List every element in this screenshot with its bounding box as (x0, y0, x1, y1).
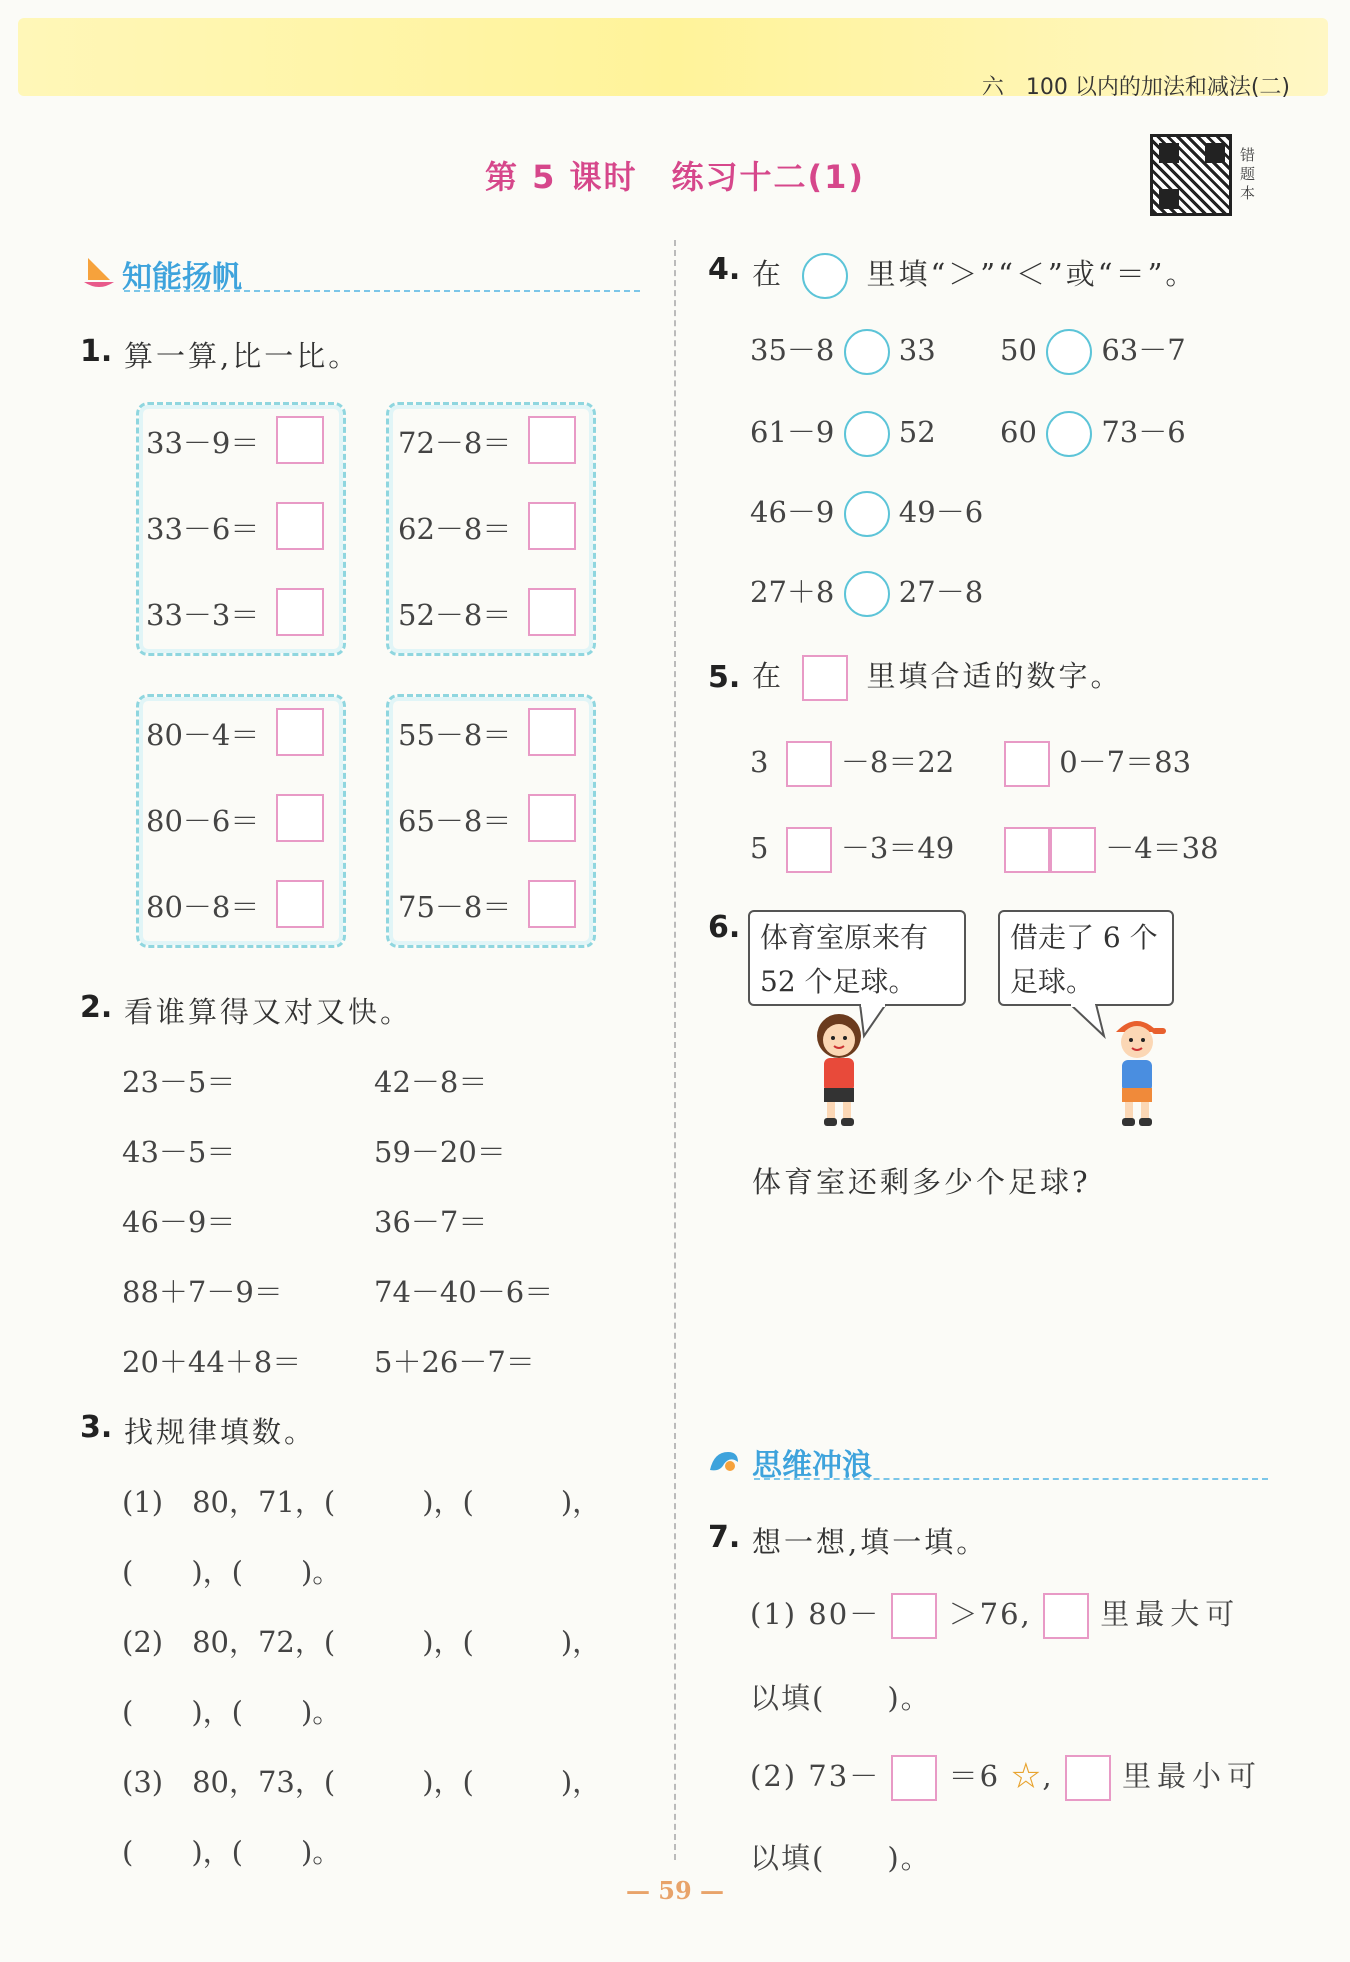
answer-box[interactable] (891, 1593, 937, 1639)
bubble-line: 足球。 (1010, 965, 1095, 998)
q7-number: 7. (708, 1520, 741, 1555)
speech-bubble-2 (998, 910, 1174, 1006)
q7-comma: , (1042, 1759, 1054, 1793)
q2-expr: 20＋44＋8＝ (122, 1345, 302, 1379)
answer-box[interactable] (528, 880, 576, 928)
digit-box[interactable] (1004, 827, 1050, 873)
q4-left: 61－9 (750, 415, 835, 449)
q3-line: (1) 80，71，( )，( )， (122, 1485, 602, 1519)
q4-right: 63－7 (1101, 333, 1186, 367)
q4-text (752, 252, 1197, 299)
q4-left: 46－9 (750, 495, 835, 529)
digit-box[interactable] (1050, 827, 1096, 873)
q7-expr: (2) 73－ (750, 1759, 881, 1793)
qr-code-icon[interactable] (1150, 134, 1232, 216)
q1-expr: 52－8＝ (398, 598, 512, 632)
q1-expr: 62－8＝ (398, 512, 512, 546)
q4-number: 4. (708, 252, 741, 287)
circle-icon (802, 253, 848, 299)
square-icon (1065, 1755, 1111, 1801)
girl-figure-icon (804, 1008, 874, 1130)
answer-box[interactable] (276, 708, 324, 756)
q4-right: 73－6 (1101, 415, 1186, 449)
q3-line: ( )，( )。 (122, 1695, 342, 1729)
q1-expr: 65－8＝ (398, 804, 512, 838)
q4-right: 33 (898, 333, 936, 367)
q4-item (1000, 328, 1186, 375)
q1-expr: 33－6＝ (146, 512, 260, 546)
q7-part1 (750, 1592, 1240, 1639)
q4-pre: 在 (752, 257, 785, 291)
answer-box[interactable] (276, 880, 324, 928)
column-divider (674, 240, 676, 1860)
bubble-line: 52 个足球。 (760, 965, 917, 998)
q4-left: 50 (1000, 333, 1037, 367)
q5-number: 5. (708, 660, 741, 695)
q5-digit: 3 (750, 745, 769, 779)
q4-item (750, 490, 983, 537)
q2-text: 看谁算得又对又快。 (124, 995, 413, 1029)
digit-box[interactable] (786, 827, 832, 873)
q4-item (1000, 410, 1186, 457)
q1-expr: 33－3＝ (146, 598, 260, 632)
star-icon: ☆ (1011, 1759, 1043, 1793)
q2-expr: 43－5＝ (122, 1135, 236, 1169)
q4-right: 49－6 (898, 495, 984, 529)
q1-expr: 80－8＝ (146, 890, 260, 924)
q5-rest: 0－7＝83 (1059, 745, 1192, 779)
section-title-zhineng: 知能扬帆 (122, 260, 242, 295)
q3-line: (3) 80，73，( )，( )， (122, 1765, 602, 1799)
q4-right: 27－8 (898, 575, 984, 609)
q2-expr: 74－40－6＝ (374, 1275, 554, 1309)
q1-expr: 75－8＝ (398, 890, 512, 924)
q7-text-part: 里最小可 (1121, 1759, 1262, 1793)
q2-expr: 23－5＝ (122, 1065, 236, 1099)
bubble-line: 借走了 6 个 (1010, 921, 1158, 954)
q4-item (750, 570, 983, 617)
compare-circle[interactable] (1046, 411, 1092, 457)
q1-expr: 55－8＝ (398, 718, 512, 752)
q1-expr: 33－9＝ (146, 426, 260, 460)
q7-expr: (1) 80－ (750, 1597, 881, 1631)
chapter-title: 六 100 以内的加法和减法(二) (981, 75, 1290, 100)
answer-box[interactable] (528, 416, 576, 464)
q2-expr: 59－20＝ (374, 1135, 506, 1169)
q4-left: 60 (1000, 415, 1037, 449)
q2-expr: 88＋7－9＝ (122, 1275, 283, 1309)
q7-part2-line2: 以填( )。 (750, 1841, 932, 1875)
q7-expr: ＝6 (948, 1759, 1001, 1793)
q3-text: 找规律填数。 (124, 1415, 317, 1449)
q2-number: 2. (80, 990, 113, 1025)
q5-item-c (750, 826, 954, 873)
answer-box[interactable] (276, 502, 324, 550)
section-title-siwei: 思维冲浪 (752, 1448, 872, 1483)
page-number: — 59 — (625, 1876, 725, 1905)
q1-number: 1. (80, 334, 113, 369)
answer-box[interactable] (528, 708, 576, 756)
q4-left: 35－8 (750, 333, 835, 367)
q2-expr: 36－7＝ (374, 1205, 488, 1239)
q1-expr: 80－6＝ (146, 804, 260, 838)
q5-rest: －3＝49 (840, 831, 955, 865)
compare-circle[interactable] (844, 329, 890, 375)
q5-rest: －8＝22 (840, 745, 955, 779)
answer-box[interactable] (528, 794, 576, 842)
speech-bubble-1 (748, 910, 966, 1006)
q3-line: ( )，( )。 (122, 1835, 342, 1869)
q2-expr: 42－8＝ (374, 1065, 488, 1099)
compare-circle[interactable] (844, 411, 890, 457)
q4-item (750, 328, 936, 375)
q7-part2 (750, 1754, 1262, 1801)
q3-line: (2) 80，72，( )，( )， (122, 1625, 602, 1659)
q6-question: 体育室还剩多少个足球? (752, 1165, 1091, 1199)
q5-item-d (1004, 826, 1219, 873)
answer-box[interactable] (891, 1755, 937, 1801)
q5-text (752, 654, 1122, 701)
q5-pre: 在 (752, 659, 785, 693)
compare-circle[interactable] (844, 491, 890, 537)
q7-text: 想一想,填一填。 (752, 1525, 989, 1559)
q4-item (750, 410, 936, 457)
q7-part1-line2: 以填( )。 (750, 1681, 932, 1715)
answer-box[interactable] (276, 588, 324, 636)
q6-number: 6. (708, 910, 741, 945)
q2-expr: 5＋26－7＝ (374, 1345, 535, 1379)
boy-figure-icon (1102, 1008, 1172, 1130)
lesson-title: 第 5 课时 练习十二(1) (484, 158, 866, 196)
q5-digit: 5 (750, 831, 769, 865)
answer-box[interactable] (528, 502, 576, 550)
q4-post: 里填“＞”“＜”或“＝”。 (866, 257, 1198, 291)
digit-box[interactable] (786, 741, 832, 787)
q4-left: 27＋8 (750, 575, 835, 609)
sailboat-icon (82, 254, 116, 290)
q5-item-b (1004, 740, 1191, 787)
q3-line: ( )，( )。 (122, 1555, 342, 1589)
digit-box[interactable] (1004, 741, 1050, 787)
q2-expr: 46－9＝ (122, 1205, 236, 1239)
section-underline (754, 1478, 1268, 1480)
q1-expr: 80－4＝ (146, 718, 260, 752)
q1-expr: 72－8＝ (398, 426, 512, 460)
q7-expr: ＞76, (948, 1597, 1032, 1631)
qr-label: 错题本 (1240, 146, 1256, 202)
square-icon (802, 655, 848, 701)
square-icon (1043, 1593, 1089, 1639)
section-underline (124, 290, 640, 292)
answer-box[interactable] (276, 416, 324, 464)
q5-item-a (750, 740, 954, 787)
answer-box[interactable] (528, 588, 576, 636)
q5-rest: －4＝38 (1105, 831, 1219, 865)
q4-right: 52 (898, 415, 936, 449)
q3-number: 3. (80, 1410, 113, 1445)
q1-text: 算一算,比一比。 (124, 339, 361, 373)
bubble-line: 体育室原来有 (760, 921, 929, 954)
compare-circle[interactable] (1046, 329, 1092, 375)
compare-circle[interactable] (844, 571, 890, 617)
q5-post: 里填合适的数字。 (866, 659, 1123, 693)
wave-icon (706, 1444, 742, 1480)
q7-text-part: 里最大可 (1100, 1597, 1241, 1631)
answer-box[interactable] (276, 794, 324, 842)
